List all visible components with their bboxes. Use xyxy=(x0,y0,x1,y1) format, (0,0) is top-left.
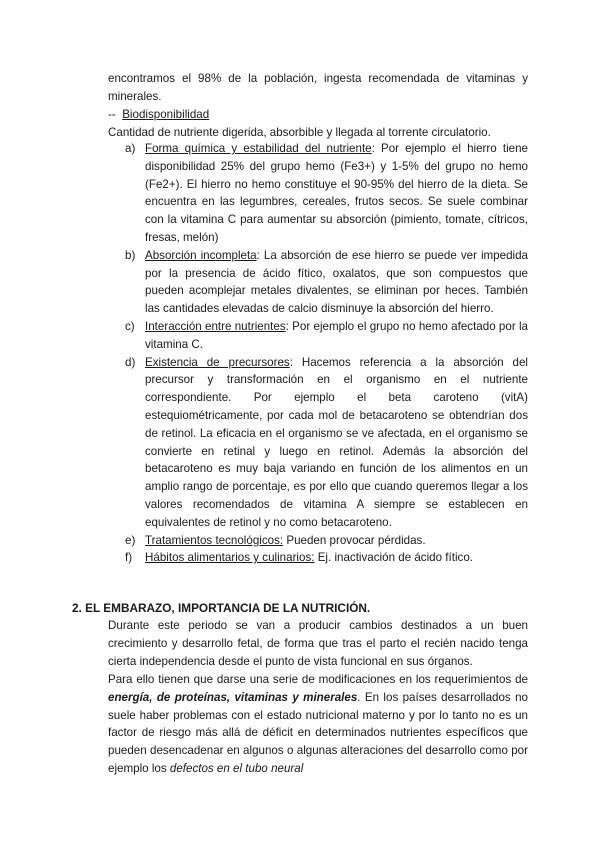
factor-text: : Por ejemplo el hierro tiene disponibilidad 25% del grupo hemo (Fe3+) y 1-5% del grupo no hemo (Fe2+). El hierro no hemo constituye el 90-95% del hierro de la dieta. Se encuentra en las legumbres, cereales, frutos secos. Se suele combinar con la vitamina C para aumentar su absorción (pimiento, tomate, cítricos, fresas, melón) xyxy=(145,142,528,244)
factor-text: : La absorción de ese hierro se puede ver impedida por la presencia de ácido fítico, oxalatos, que son compuestos que pueden acomplejar metales divalentes, se eliminan por heces. También las cantidades elevadas de calcio disminuye la absorción del hierro. xyxy=(145,248,529,316)
section-paragraph-2 xyxy=(108,671,528,778)
list-marker: f) xyxy=(125,551,133,565)
bio-dash: -- xyxy=(108,108,116,121)
intro-text: encontramos el 98% de la población, ingesta recomendada de vitaminas y minerales. xyxy=(108,72,528,103)
factor-text: : Por ejemplo el grupo no hemo afectado por la vitamina C. xyxy=(145,319,529,351)
factor-label: Forma química y estabilidad del nutriente xyxy=(145,142,372,155)
factor-text: Pueden provocar pérdidas. xyxy=(283,533,426,547)
list-marker: a) xyxy=(125,142,136,155)
bio-label: Biodisponibilidad xyxy=(122,108,210,121)
list-marker: d) xyxy=(125,355,136,369)
list-item xyxy=(108,549,528,567)
factor-text: Ej. inactivación de ácido fítico. xyxy=(314,551,473,565)
list-item xyxy=(108,318,528,354)
section-heading: 2. EL EMBARAZO, IMPORTANCIA DE LA NUTRICIÓN. xyxy=(72,601,371,615)
factor-text: : Hacemos referencia a la absorción del precursor y transformación en el organismo en el nutriente correspondiente. Por ejemplo el beta caroteno (vitA) estequiométricamente, por cada mol de betacaroteno se obtendrían dos de retinol. La eficacia en el organismo se ve afectada, en el organismo se convierte en retinal y luego en retinol. Además la absorción del betacaroteno es muy baja variando en función de los alimentos en un amplio rango de porcentaje, es por ello que cuando queremos llegar a los valores recomendados de vitamina A siempre se establecen en equivalentes de retinol y no como betacaroteno. xyxy=(145,355,528,529)
section-paragraph-1 xyxy=(108,617,528,670)
list-marker: c) xyxy=(125,319,135,333)
section-p1-text: Durante este periodo se van a producir cambios destinados a un buen crecimiento y desarrollo fetal, de forma que tras el parto el recién nacido tenga cierta independencia desde el punto de vista funcional en sus órganos. xyxy=(108,619,528,668)
factor-label: Interacción entre nutrientes xyxy=(145,319,286,333)
intro-paragraph xyxy=(108,70,528,106)
list-item xyxy=(108,532,528,550)
list-marker: e) xyxy=(125,533,136,547)
section-p2-emphasis: energía, de proteínas, vitaminas y minerales xyxy=(108,690,358,704)
list-item xyxy=(108,140,528,247)
section-p2-after: . En los países desarrollados no suele haber problemas con el estado nutricional materno y por lo tanto no es un factor de riesgo más allá de déficit en determinados nutrientes específicos que pueden desencadenar en algunos o algunas alteraciones del desarrollo como por ejemplo los xyxy=(108,690,528,775)
factor-label: Existencia de precursores xyxy=(145,355,290,369)
factor-label: Hábitos alimentarios y culinarios: xyxy=(145,551,315,565)
section-p2-before: Para ello tienen que darse una serie de modificaciones en los requerimientos de xyxy=(108,673,528,686)
list-item xyxy=(108,247,528,318)
biodisponibilidad-line xyxy=(108,106,528,124)
bio-definition-text: Cantidad de nutriente digerida, absorbible y llegada al torrente circulatorio. xyxy=(108,126,491,139)
factor-label: Tratamientos tecnológicos: xyxy=(145,533,284,547)
factors-list xyxy=(108,140,528,567)
list-marker: b) xyxy=(125,248,136,262)
factor-label: Absorción incompleta xyxy=(145,248,257,262)
section-p2-italic: defectos en el tubo neural xyxy=(169,761,304,775)
list-item xyxy=(108,354,528,532)
